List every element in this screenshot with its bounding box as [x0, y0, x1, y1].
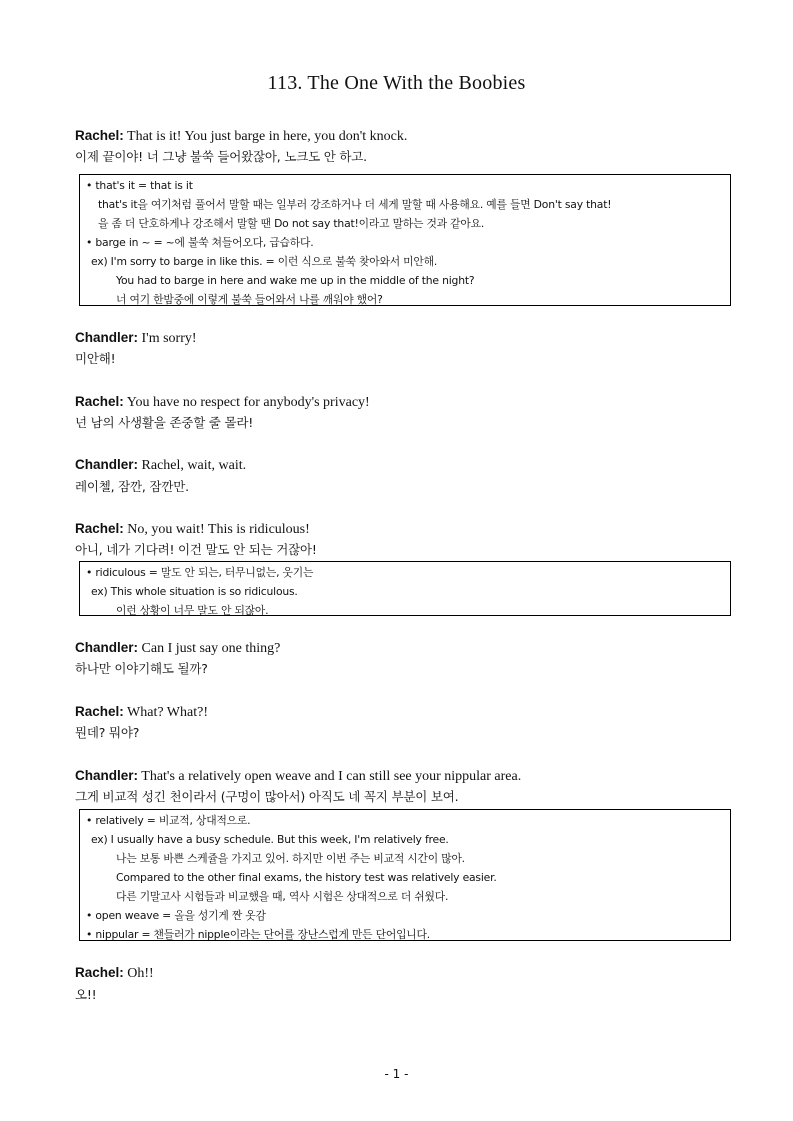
note-line: • that's it = that is it [86, 179, 193, 192]
note-line: • relatively = 비교적, 상대적으로. [86, 814, 251, 827]
speaker-name: Rachel: [75, 128, 124, 143]
dialogue-line-ko: 뭔데? 뭐야? [75, 725, 140, 740]
note-line: 다른 기말고사 시험들과 비교했을 때, 역사 시험은 상대적으로 더 쉬웠다. [116, 890, 449, 903]
dialogue-text: Can I just say one thing? [138, 641, 281, 656]
dialogue-line-ko: 오!! [75, 987, 97, 1002]
note-line: • ridiculous = 말도 안 되는, 터무니없는, 웃기는 [86, 566, 314, 579]
speaker-name: Rachel: [75, 521, 124, 536]
note-line: 너 여기 한밤중에 이렇게 불쑥 들어와서 나를 깨워야 했어? [116, 293, 383, 306]
note-line: Compared to the other final exams, the history test was relatively easier. [116, 871, 497, 884]
dialogue-text: You have no respect for anybody's privacy! [123, 395, 370, 410]
dialogue-line-en [75, 455, 246, 476]
note-line: 나는 보통 바쁜 스케쥴을 가지고 있어. 하지만 이번 주는 비교적 시간이 많아. [116, 852, 465, 865]
dialogue-line-en [75, 328, 197, 349]
dialogue-line-en [75, 126, 407, 147]
speaker-name: Chandler: [75, 768, 139, 783]
dialogue-line-en [75, 766, 521, 787]
page-number: - 1 - [384, 1067, 409, 1081]
dialogue-line-en [75, 702, 208, 723]
speaker-name: Rachel: [75, 394, 124, 409]
dialogue-text: I'm sorry! [138, 331, 197, 346]
note-line: ex) I usually have a busy schedule. But this week, I'm relatively free. [91, 833, 449, 846]
dialogue-text: Oh!! [123, 966, 154, 981]
note-box [79, 809, 731, 941]
note-box [79, 174, 731, 306]
speaker-name: Chandler: [75, 457, 139, 472]
dialogue-text: What? What?! [123, 705, 208, 720]
dialogue-line-en [75, 963, 154, 984]
dialogue-line-ko: 미안해! [75, 351, 116, 366]
dialogue-line-ko: 아니, 네가 기다려! 이건 말도 안 되는 거잖아! [75, 542, 317, 557]
dialogue-line-ko: 하나만 이야기해도 될까? [75, 661, 208, 676]
dialogue-line-ko: 넌 남의 사생활을 존중할 줄 몰라! [75, 415, 254, 430]
dialogue-text: That is it! You just barge in here, you don't knock. [123, 129, 408, 144]
page-title: 113. The One With the Boobies [267, 72, 526, 94]
note-line: 을 좀 더 단호하게나 강조해서 말할 땐 Do not say that!이라고 말하는 것과 같아요. [98, 217, 485, 230]
speaker-name: Chandler: [75, 640, 139, 655]
dialogue-line-en [75, 392, 370, 413]
speaker-name: Rachel: [75, 965, 124, 980]
note-box [79, 561, 731, 616]
dialogue-line-ko: 이제 끝이야! 너 그냥 불쑥 들어왔잖아, 노크도 안 하고. [75, 149, 367, 164]
dialogue-text: Rachel, wait, wait. [138, 458, 247, 473]
dialogue-line-en [75, 638, 280, 659]
note-line: You had to barge in here and wake me up in the middle of the night? [116, 274, 475, 287]
note-line: that's it을 여기처럼 풀어서 말할 때는 일부러 강조하거나 더 세게 말할 때 사용해요. 예를 들면 Don't say that! [98, 198, 612, 211]
dialogue-line-ko: 그게 비교적 성긴 천이라서 (구멍이 많아서) 아직도 네 꼭지 부분이 보여. [75, 789, 459, 804]
note-line: 이런 상황이 너무 말도 안 되잖아. [116, 604, 269, 617]
note-line: • barge in ~ = ~에 불쑥 쳐들어오다, 급습하다. [86, 236, 314, 249]
dialogue-text: That's a relatively open weave and I can still see your nippular area. [138, 769, 522, 784]
note-line: ex) This whole situation is so ridiculous. [91, 585, 298, 598]
speaker-name: Chandler: [75, 330, 139, 345]
dialogue-text: No, you wait! This is ridiculous! [123, 522, 310, 537]
note-line: • open weave = 올을 성기게 짠 옷감 [86, 909, 266, 922]
note-line: • nippular = 챈들러가 nipple이라는 단어를 장난스럽게 만든 단어입니다. [86, 928, 430, 941]
speaker-name: Rachel: [75, 704, 124, 719]
dialogue-line-en [75, 519, 310, 540]
dialogue-line-ko: 레이첼, 잠깐, 잠깐만. [75, 479, 189, 494]
note-line: ex) I'm sorry to barge in like this. = 이런 식으로 불쑥 찾아와서 미안해. [91, 255, 438, 268]
